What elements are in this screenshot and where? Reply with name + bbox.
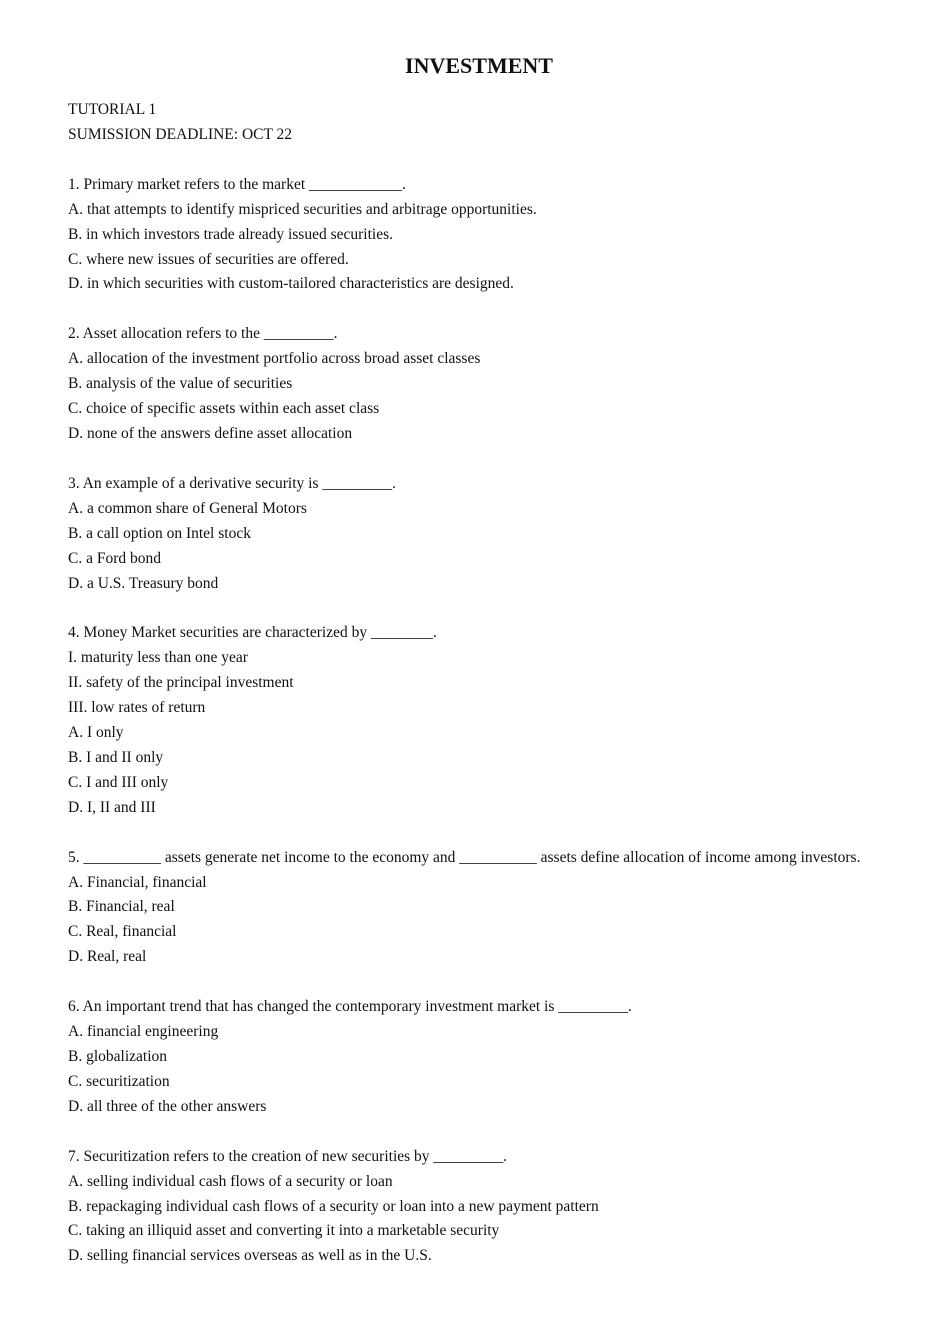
answer-option: C. a Ford bond: [68, 549, 161, 567]
question-text: 2. Asset allocation refers to the _________.: [68, 325, 338, 343]
answer-option: C. choice of specific assets within each asset class: [68, 400, 380, 418]
question-7: [68, 1145, 890, 1270]
answer-option: D. a U.S. Treasury bond: [68, 574, 219, 592]
answer-option: A. a common share of General Motors: [68, 499, 307, 517]
question-3: [68, 472, 890, 597]
answer-option: A. financial engineering: [68, 1023, 219, 1041]
answer-option: B. globalization: [68, 1048, 168, 1065]
answer-option: C. where new issues of securities are offered.: [68, 250, 349, 268]
document-title: INVESTMENT: [405, 53, 553, 78]
answer-option: D. none of the answers define asset allocation: [68, 424, 353, 442]
answer-option: A. that attempts to identify mispriced securities and arbitrage opportunities.: [68, 200, 537, 218]
answer-option: C. I and III only: [68, 773, 169, 791]
answer-option: D. I, II and III: [68, 798, 156, 816]
answer-option: B. Financial, real: [68, 898, 175, 916]
question-text: 4. Money Market securities are characterized by ________.: [68, 624, 437, 642]
answer-option: D. Real, real: [68, 948, 147, 966]
document-header: [68, 98, 890, 148]
question-text: 5. __________ assets generate net income to the economy and __________ assets define allocation of income among investors.: [68, 848, 861, 866]
answer-option: D. in which securities with custom-tailored characteristics are designed.: [68, 275, 514, 293]
statement-item: II. safety of the principal investment: [68, 674, 294, 692]
answer-option: B. repackaging individual cash flows of a security or loan into a new payment pattern: [68, 1197, 599, 1215]
answer-option: A. allocation of the investment portfolio across broad asset classes: [68, 350, 481, 368]
submission-deadline: SUMISSION DEADLINE: OCT 22: [68, 125, 293, 143]
question-4: [68, 621, 890, 820]
answer-option: A. I only: [68, 724, 124, 742]
question-2: [68, 322, 890, 447]
answer-option: D. selling financial services overseas as well as in the U.S.: [68, 1247, 432, 1265]
question-5: [68, 846, 890, 971]
answer-option: C. taking an illiquid asset and converting it into a marketable security: [68, 1222, 500, 1240]
answer-option: B. a call option on Intel stock: [68, 524, 251, 542]
answer-option: B. in which investors trade already issued securities.: [68, 225, 393, 243]
statement-item: III. low rates of return: [68, 699, 206, 717]
answer-option: B. analysis of the value of securities: [68, 375, 293, 393]
question-text: 3. An example of a derivative security is _________.: [68, 474, 397, 492]
answer-option: D. all three of the other answers: [68, 1097, 267, 1115]
answer-option: A. selling individual cash flows of a security or loan: [68, 1172, 393, 1190]
statement-item: I. maturity less than one year: [68, 649, 248, 667]
question-text: 6. An important trend that has changed the contemporary investment market is _________.: [68, 998, 632, 1016]
tutorial-label: TUTORIAL 1: [68, 101, 157, 118]
answer-option: C. securitization: [68, 1072, 170, 1090]
question-1: [68, 173, 890, 298]
answer-option: C. Real, financial: [68, 923, 177, 941]
question-text: 7. Securitization refers to the creation of new securities by _________.: [68, 1147, 508, 1165]
answer-option: B. I and II only: [68, 748, 164, 766]
question-text: 1. Primary market refers to the market ____________.: [68, 175, 406, 193]
question-6: [68, 995, 890, 1120]
answer-option: A. Financial, financial: [68, 873, 207, 891]
